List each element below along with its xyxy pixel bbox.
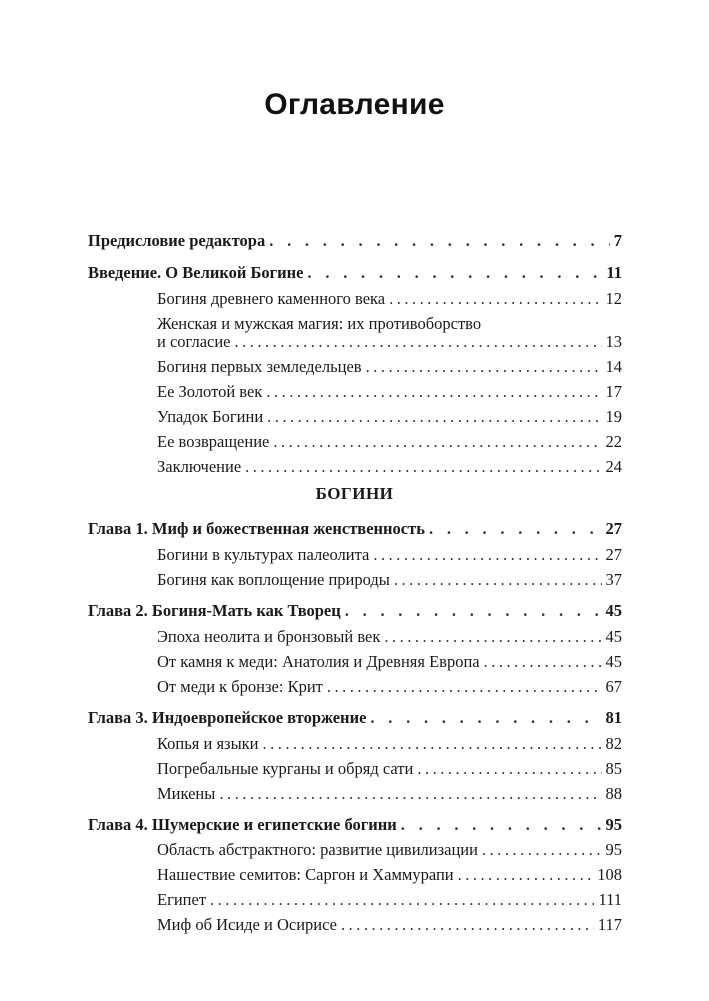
toc-entry-preface[interactable] — [88, 231, 622, 251]
toc-entry-page: 117 — [597, 915, 622, 934]
toc-entry-page: 95 — [605, 815, 622, 834]
toc-entry-page: 82 — [605, 734, 622, 753]
toc-subentry[interactable] — [157, 677, 622, 697]
toc-entry-title: Глава 1. Миф и божественная женственность — [88, 519, 425, 538]
toc-entry-page: 45 — [605, 601, 622, 620]
toc-entry-title: От меди к бронзе: Крит — [157, 677, 323, 696]
toc-entry-title: Богиня как воплощение природы — [157, 570, 390, 589]
toc-subentry[interactable] — [157, 915, 622, 935]
dot-leader — [267, 407, 601, 427]
toc-entry-title: Миф об Исиде и Осирисе — [157, 915, 337, 934]
toc-entry-page: 27 — [605, 545, 622, 564]
toc-entry-title: От камня к меди: Анатолия и Древняя Европа — [157, 652, 480, 671]
toc-subentry[interactable] — [157, 382, 622, 402]
toc-subentry[interactable] — [157, 432, 622, 452]
page-title: Оглавление — [264, 88, 445, 121]
dot-leader — [210, 890, 594, 910]
dot-leader — [373, 545, 601, 565]
dot-leader — [345, 601, 602, 621]
toc-entry-title: Глава 4. Шумерские и египетские богини — [88, 815, 397, 834]
toc-entry-page: 95 — [605, 840, 622, 859]
dot-leader — [263, 734, 602, 754]
toc-entry-title: Область абстрактного: развитие цивилизации — [157, 840, 478, 859]
toc-entry-title: и согласие — [157, 332, 231, 351]
toc-chapter-3[interactable] — [88, 708, 622, 728]
toc-entry-title: Погребальные курганы и обряд сати — [157, 759, 414, 778]
toc-entry-page: 67 — [605, 677, 622, 696]
toc-chapter-4[interactable] — [88, 815, 622, 835]
toc-subentry[interactable] — [157, 734, 622, 754]
toc-entry-title: Глава 2. Богиня-Мать как Творец — [88, 601, 341, 620]
dot-leader — [417, 759, 601, 779]
toc-subentry[interactable] — [157, 840, 622, 860]
dot-leader — [482, 840, 602, 860]
toc-entry-title: Микены — [157, 784, 216, 803]
toc-entry-title: Египет — [157, 890, 207, 909]
toc-entry-page: 24 — [605, 457, 622, 476]
toc-entry-title: Богиня первых земледельцев — [157, 357, 362, 376]
toc-entry-page: 14 — [605, 357, 622, 376]
toc-entry-page: 88 — [605, 784, 622, 803]
toc-subentry[interactable] — [157, 890, 622, 910]
dot-leader — [327, 677, 602, 697]
toc-entry-page: 22 — [605, 432, 622, 451]
toc-entry-title: Заключение — [157, 457, 242, 476]
toc-entry-page: 81 — [605, 708, 622, 727]
toc-entry-title: Богини в культурах палеолита — [157, 545, 370, 564]
toc-entry-page: 19 — [605, 407, 622, 426]
toc-entry-page: 45 — [605, 652, 622, 671]
toc-subentry[interactable] — [157, 570, 622, 590]
dot-leader — [219, 784, 601, 804]
dot-leader — [273, 432, 601, 452]
toc-entry-page: 13 — [605, 332, 622, 351]
toc-subentry[interactable] — [157, 289, 622, 309]
toc-entry-page: 11 — [606, 263, 622, 282]
toc-subentry[interactable] — [157, 545, 622, 565]
toc-entry-page: 12 — [605, 289, 622, 308]
toc-entry-title: Ее Золотой век — [157, 382, 263, 401]
toc-entry-title: Предисловие редактора — [88, 231, 266, 250]
toc-subentry[interactable] — [157, 627, 622, 647]
toc-entry-page: 7 — [613, 231, 622, 250]
toc-subentry[interactable] — [157, 652, 622, 672]
toc-entry-page: 37 — [605, 570, 622, 589]
toc-subentry[interactable] — [157, 759, 622, 779]
toc-entry-title: Ее возвращение — [157, 432, 270, 451]
toc-entry-introduction[interactable] — [88, 263, 622, 283]
toc-entry-title: Богиня древнего каменного века — [157, 289, 386, 308]
toc-subentry-title-line1: Женская и мужская магия: их противоборство — [157, 314, 482, 333]
dot-leader — [370, 708, 601, 728]
toc-entry-title: Нашествие семитов: Саргон и Хаммурапи — [157, 865, 454, 884]
dot-leader — [429, 519, 602, 539]
dot-leader — [235, 332, 602, 352]
dot-leader — [394, 570, 602, 590]
toc-entry-title: Копья и языки — [157, 734, 259, 753]
toc-entry-page: 108 — [597, 865, 622, 884]
toc-subentry[interactable] — [157, 332, 622, 352]
toc-subentry[interactable] — [157, 865, 622, 885]
toc-entry-page: 17 — [605, 382, 622, 401]
toc-entry-page: 111 — [598, 890, 622, 909]
dot-leader — [308, 263, 603, 283]
dot-leader — [458, 865, 594, 885]
dot-leader — [389, 289, 601, 309]
dot-leader — [401, 815, 602, 835]
toc-entry-page: 85 — [605, 759, 622, 778]
dot-leader — [384, 627, 601, 647]
toc-entry-title: Глава 3. Индоевропейское вторжение — [88, 708, 367, 727]
section-heading: БОГИНИ — [315, 484, 394, 503]
toc-entry-page: 27 — [605, 519, 622, 538]
dot-leader — [366, 357, 602, 377]
toc-chapter-1[interactable] — [88, 519, 622, 539]
toc-subentry[interactable] — [157, 784, 622, 804]
toc-subentry[interactable] — [157, 407, 622, 427]
toc-entry-page: 45 — [605, 627, 622, 646]
toc-entry-title: Эпоха неолита и бронзовый век — [157, 627, 381, 646]
dot-leader — [266, 382, 601, 402]
dot-leader — [484, 652, 602, 672]
dot-leader — [341, 915, 594, 935]
toc-entry-title: Упадок Богини — [157, 407, 264, 426]
dot-leader — [269, 231, 610, 251]
toc-entry-title: Введение. О Великой Богине — [88, 263, 304, 282]
dot-leader — [245, 457, 601, 477]
toc-subentry[interactable] — [157, 457, 622, 477]
toc-subentry[interactable] — [157, 357, 622, 377]
toc-chapter-2[interactable] — [88, 601, 622, 621]
